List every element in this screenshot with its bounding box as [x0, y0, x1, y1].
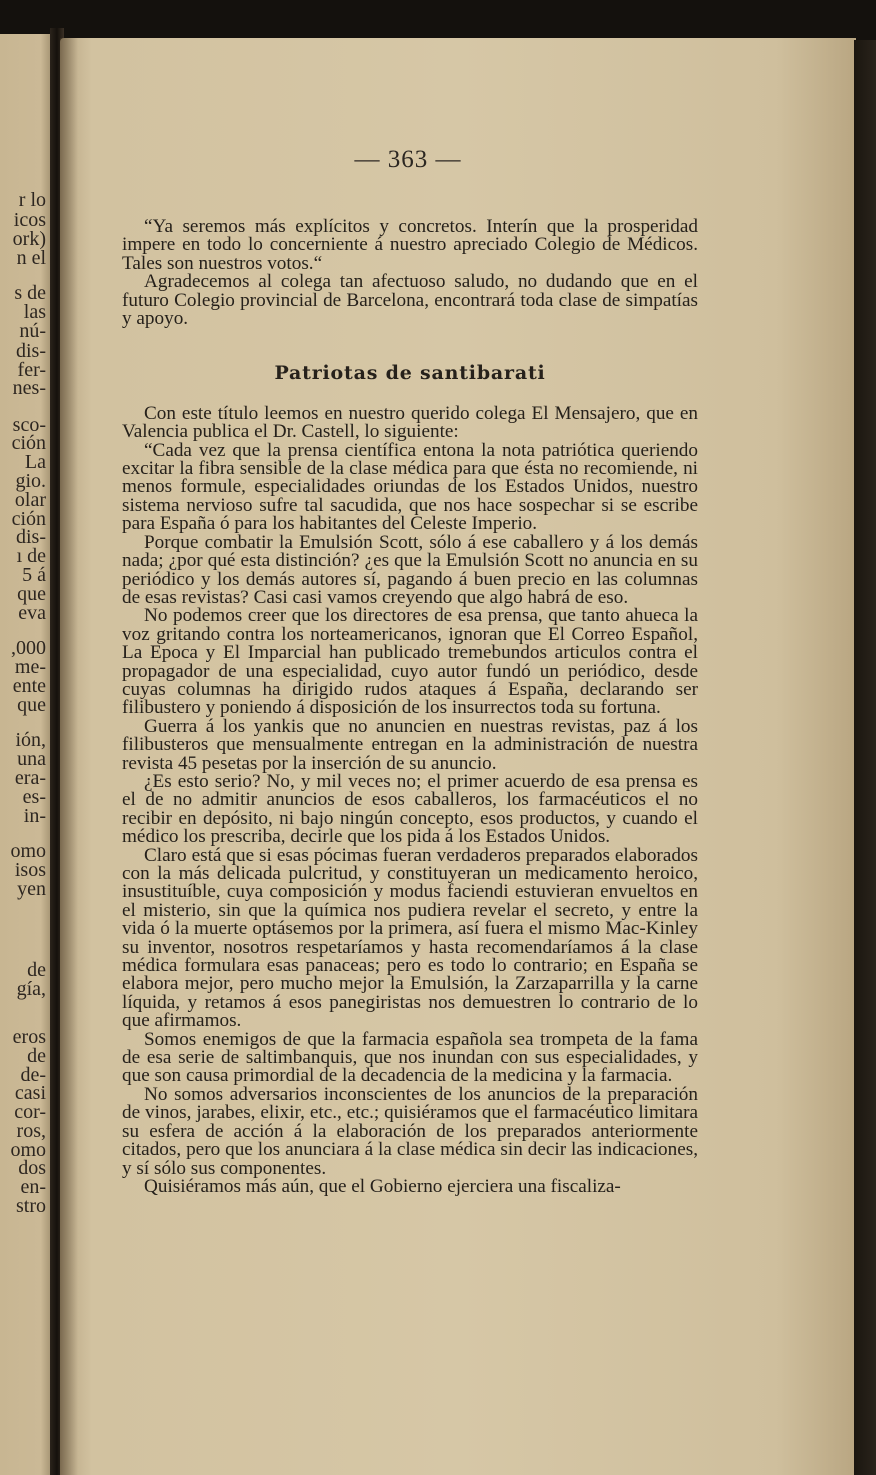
left-page-fragment: ,000: [11, 637, 46, 659]
left-page-fragment: eros: [12, 1026, 46, 1048]
text-column: [122, 218, 698, 1196]
left-page-fragment: es-: [22, 786, 46, 808]
article-heading: Patriotas de santibarati: [274, 362, 546, 385]
body-paragraph: Guerra á los yankis que no anuncien en nuestras revistas, paz á los filibusteros que mensualmente entregan en la administración de nuestra revista 45 pesetas por la inserción de su anuncio.: [122, 715, 698, 774]
left-page-fragment: que: [17, 583, 46, 605]
left-page-fragment: cor-: [14, 1101, 46, 1123]
left-page-fragment: nú-: [19, 320, 46, 342]
left-page-fragment: omo: [10, 1139, 46, 1161]
gutter-shadow: [60, 38, 78, 1475]
left-page-fragment: ros,: [16, 1120, 46, 1142]
left-page-fragment: ción: [11, 432, 46, 454]
left-page-fragment: ción: [11, 508, 46, 530]
body-paragraph: “Cada vez que la prensa científica entona la nota patriótica queriendo excitar la fibra sensible de la clase médica para que ésta no recomiende, ni menos formule, especialidades oriundas de los Estados Unidos, nuestro sistema nervioso sufre tal sacudida, que nos hace sospechar si se escribe para España ó para los habitantes del Celeste Imperio.: [122, 439, 698, 535]
left-page-fragment: stro: [16, 1195, 46, 1217]
left-page-fragment: isos: [14, 859, 46, 881]
left-page-fragment: in-: [23, 805, 46, 827]
left-page-fragment: gía,: [16, 978, 46, 1000]
left-page-fragment: de: [27, 1045, 46, 1067]
body-paragraph: No somos adversarios inconscientes de los anuncios de la preparación de vinos, jarabes, elixir, etc., etc.; quisiéramos que el farmacéutico limitara su esfera de acción á la elaboración de los preparados anteriormente citados, pero que los anunciara á la clase médica sin decir las indicaciones, y sí sólo sus componentes.: [122, 1083, 698, 1179]
left-page-fragment: de-: [20, 1064, 46, 1086]
left-page-fragment: r lo: [18, 189, 46, 211]
left-page-fragment: n el: [16, 247, 46, 269]
left-page-fragment: La: [24, 451, 46, 473]
body-paragraph: No podemos creer que los directores de esa prensa, que tanto ahueca la voz gritando contra los norteamericanos, ignoran que El Correo Español, La Epoca y El Imparcial han publicado tremebundos articulos contra el propagador de una especialidad, cuyo autor fundó un periódico, desde cuyas columnas ha dirigido rudos ataques á España, declarando ser filibustero y poniendo á disposición de los insurrectos toda su fortuna.: [122, 605, 698, 719]
left-page-fragment: olar: [14, 489, 46, 511]
left-page-fragment: era-: [14, 767, 46, 789]
left-page-fragment: s de: [14, 282, 46, 304]
body-paragraph: Con este título leemos en nuestro querido colega El Mensajero, que en Valencia publica el Dr. Castell, lo siguiente:: [122, 402, 698, 443]
left-page-fragment: dis-: [16, 526, 46, 548]
left-page-fragment: dis-: [16, 340, 46, 362]
page-number: — 363 —: [354, 146, 462, 173]
body-paragraph: ¿Es esto serio? No, y mil veces no; el primer acuerdo de esa prensa es el de no admitir anuncios de esos caballeros, los farmacéuticos el no recibir en depósito, ni bajo ningún concepto, esos productos, y cuando el médico los prescriba, decirle que los pida á los Estados Unidos.: [122, 770, 698, 848]
right-page-edge: [854, 40, 876, 1475]
left-page-fragment: casi: [14, 1082, 46, 1104]
left-page-fragment: sco-: [12, 414, 46, 436]
left-page-fragment: me-: [14, 656, 46, 678]
left-page-fragment: omo: [10, 840, 46, 862]
left-page-fragment: ión,: [15, 729, 46, 751]
left-page-fragment: dos: [18, 1157, 46, 1179]
intro-paragraph: “Ya seremos más explícitos y concretos. Interín que la prosperidad impere en todo lo concerniente á nuestro apreciado Colegio de Médicos. Tales son nuestros votos.“: [122, 216, 698, 274]
page: [60, 38, 856, 1475]
left-page-fragment: eva: [18, 602, 46, 624]
left-page-fragment: ente: [12, 675, 46, 697]
intro-paragraph: Agradecemos al colega tan afectuoso saludo, no dudando que en el futuro Colegio provincial de Barcelona, encontrará toda clase de simpatías y apoyo.: [122, 271, 698, 330]
body-paragraph: Quisiéramos más aún, que el Gobierno ejerciera una fiscaliza-: [144, 1175, 621, 1197]
left-page-fragment: icos: [13, 209, 46, 231]
body-paragraph: Claro está que si esas pócimas fueran verdaderos preparados elaborados con la más delicada pulcritud, y constituyeran un medicamento heroico, insustituíble, cuya composición y modus faciendi estuvieran envueltos en el misterio, sin que la química nos pudiera revelar el secreto, y entre la vida ó la muerte optásemos por la primera, así fuera el mismo Mac-Kinley su inventor, nosotros respetaríamos y hasta recomendaríamos á la clase médica formulara esas panaceas; pero es todo lo contrario; en España se elabora mejor, pero mucho mejor la Emulsión, la Zarzaparrilla y la carne líquida, y retamos á esos panegiristas nos demuestren lo contrario de lo que afirmamos.: [122, 844, 698, 1032]
left-page-fragment: de: [27, 959, 46, 981]
left-page-fragment: en-: [20, 1176, 46, 1198]
left-page-fragment: nes-: [12, 377, 46, 399]
left-page-fragment: fer-: [17, 359, 46, 381]
left-page-fragment: una: [17, 748, 46, 770]
left-page-fragment: que: [17, 694, 46, 716]
left-page-fragment: 5 á: [22, 564, 46, 586]
left-page-fragment: gio.: [15, 470, 46, 492]
left-page-fragment: las: [23, 301, 46, 323]
body-paragraph: Porque combatir la Emulsión Scott, sólo á ese caballero y á los demás nada; ¿por qué esta distinción? ¿es que la Emulsión Scott no anuncia en su periódico y los demás autores sí, pagando á buen precio en las columnas de esas revistas? Casi casi vamos creyendo que algo habrá de eso.: [122, 531, 698, 608]
left-page-fragment: ork): [12, 228, 46, 250]
body-paragraph: Somos enemigos de que la farmacia española sea trompeta de la fama de esa serie de saltimbanquis, que nos inundan con sus especialidades, y que son causa primordial de la decadencia de la medicina y la farmacia.: [122, 1028, 698, 1087]
left-page-fragment: ı de: [16, 545, 46, 567]
left-page-fragment: yen: [17, 878, 46, 900]
